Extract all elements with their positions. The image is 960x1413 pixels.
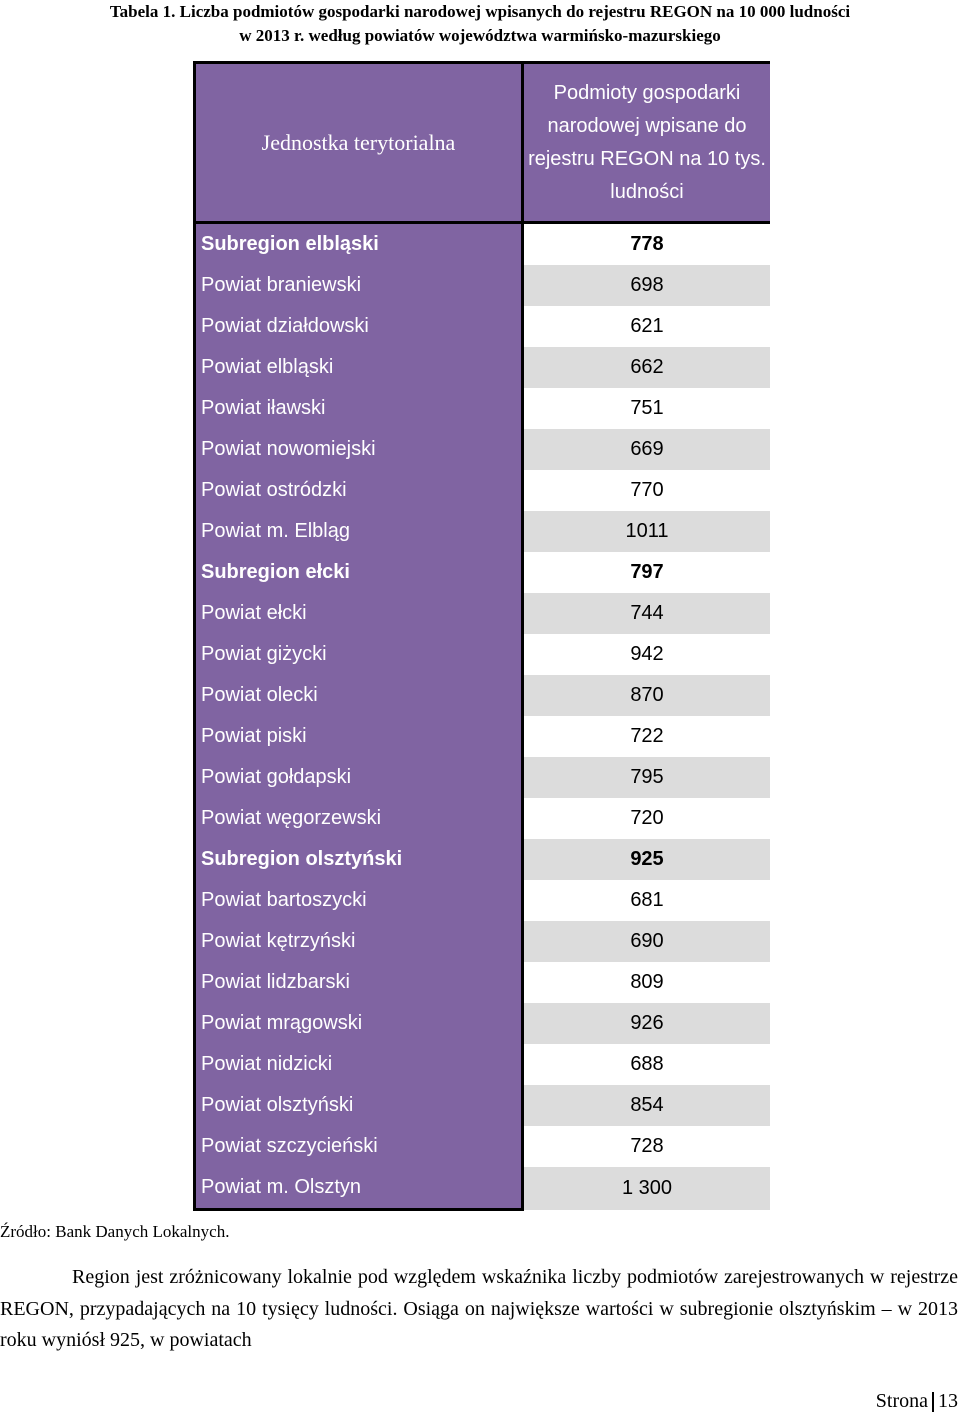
value-cell: 1 300 bbox=[523, 1167, 771, 1210]
unit-name-cell: Powiat lidzbarski bbox=[195, 962, 523, 1003]
unit-name-cell: Powiat mrągowski bbox=[195, 1003, 523, 1044]
value-cell: 770 bbox=[523, 470, 771, 511]
unit-name-cell: Powiat bartoszycki bbox=[195, 880, 523, 921]
value-cell: 688 bbox=[523, 1044, 771, 1085]
value-cell: 795 bbox=[523, 757, 771, 798]
table-row bbox=[195, 265, 771, 306]
table-row bbox=[195, 1085, 771, 1126]
table-row bbox=[195, 1003, 771, 1044]
value-cell: 662 bbox=[523, 347, 771, 388]
table-row bbox=[195, 593, 771, 634]
value-cell: 925 bbox=[523, 839, 771, 880]
value-cell: 728 bbox=[523, 1126, 771, 1167]
unit-name-cell: Powiat iławski bbox=[195, 388, 523, 429]
unit-name-cell: Powiat kętrzyński bbox=[195, 921, 523, 962]
table-row bbox=[195, 921, 771, 962]
value-cell: 720 bbox=[523, 798, 771, 839]
page-footer bbox=[876, 1390, 958, 1413]
value-cell: 621 bbox=[523, 306, 771, 347]
table-row bbox=[195, 962, 771, 1003]
unit-name-cell: Powiat olsztyński bbox=[195, 1085, 523, 1126]
table-row bbox=[195, 634, 771, 675]
value-cell: 870 bbox=[523, 675, 771, 716]
table-row bbox=[195, 511, 771, 552]
table-row bbox=[195, 798, 771, 839]
value-cell: 854 bbox=[523, 1085, 771, 1126]
table-row bbox=[195, 470, 771, 511]
table-row bbox=[195, 1044, 771, 1085]
value-cell: 751 bbox=[523, 388, 771, 429]
table-body bbox=[195, 223, 771, 1210]
unit-name-cell: Powiat olecki bbox=[195, 675, 523, 716]
table-row bbox=[195, 306, 771, 347]
unit-name-cell: Powiat giżycki bbox=[195, 634, 523, 675]
caption-line-1: Tabela 1. Liczba podmiotów gospodarki narodowej wpisanych do rejestru REGON na 10 000 ludności bbox=[109, 2, 851, 21]
footer-separator bbox=[932, 1392, 934, 1412]
value-cell: 698 bbox=[523, 265, 771, 306]
table-row bbox=[195, 388, 771, 429]
unit-name-cell: Powiat gołdapski bbox=[195, 757, 523, 798]
value-cell: 722 bbox=[523, 716, 771, 757]
body-paragraph bbox=[0, 1262, 958, 1357]
unit-name-cell: Powiat braniewski bbox=[195, 265, 523, 306]
table-row bbox=[195, 429, 771, 470]
subregion-row bbox=[195, 552, 771, 593]
unit-name-cell: Powiat szczycieński bbox=[195, 1126, 523, 1167]
value-cell: 681 bbox=[523, 880, 771, 921]
caption-line-2: w 2013 r. według powiatów województwa warmińsko-mazurskiego bbox=[239, 26, 721, 45]
table-row bbox=[195, 880, 771, 921]
subregion-row bbox=[195, 223, 771, 266]
source-note: Źródło: Bank Danych Lokalnych. bbox=[0, 1222, 230, 1241]
table-caption bbox=[0, 0, 960, 48]
unit-name-cell: Powiat nidzicki bbox=[195, 1044, 523, 1085]
table-row bbox=[195, 757, 771, 798]
unit-name-cell: Powiat m. Olsztyn bbox=[195, 1167, 523, 1210]
value-cell: 942 bbox=[523, 634, 771, 675]
unit-name-cell: Subregion olsztyński bbox=[195, 839, 523, 880]
unit-name-cell: Powiat ełcki bbox=[195, 593, 523, 634]
unit-name-cell: Powiat m. Elbląg bbox=[195, 511, 523, 552]
unit-name-cell: Powiat nowomiejski bbox=[195, 429, 523, 470]
value-cell: 669 bbox=[523, 429, 771, 470]
column-header-value: Podmioty gospodarki narodowej wpisane do rejestru REGON na 10 tys. ludności bbox=[523, 63, 771, 223]
unit-name-cell: Powiat piski bbox=[195, 716, 523, 757]
footer-label: Strona bbox=[875, 1390, 928, 1412]
table-row bbox=[195, 347, 771, 388]
paragraph-text: Region jest zróżnicowany lokalnie pod względem wskaźnika liczby podmiotów zarejestrowanych w rejestrze REGON, przypadających na 10 tysięcy ludności. Osiąga on największe wartości w subregionie olsztyńskim – w 2013 roku wyniósł 925, w powiatach bbox=[0, 1266, 958, 1351]
value-cell: 690 bbox=[523, 921, 771, 962]
value-cell: 797 bbox=[523, 552, 771, 593]
value-cell: 744 bbox=[523, 593, 771, 634]
unit-name-cell: Subregion elbląski bbox=[195, 223, 523, 266]
value-cell: 809 bbox=[523, 962, 771, 1003]
subregion-row bbox=[195, 839, 771, 880]
value-cell: 778 bbox=[523, 223, 771, 266]
table-row bbox=[195, 1126, 771, 1167]
unit-name-cell: Subregion ełcki bbox=[195, 552, 523, 593]
unit-name-cell: Powiat elbląski bbox=[195, 347, 523, 388]
unit-name-cell: Powiat ostródzki bbox=[195, 470, 523, 511]
page-number: 13 bbox=[938, 1390, 958, 1412]
column-header-unit: Jednostka terytorialna bbox=[195, 63, 523, 223]
table-row bbox=[195, 675, 771, 716]
value-cell: 926 bbox=[523, 1003, 771, 1044]
value-cell: 1011 bbox=[523, 511, 771, 552]
table-row bbox=[195, 716, 771, 757]
table-row bbox=[195, 1167, 771, 1210]
unit-name-cell: Powiat działdowski bbox=[195, 306, 523, 347]
data-table bbox=[193, 61, 767, 1211]
unit-name-cell: Powiat węgorzewski bbox=[195, 798, 523, 839]
